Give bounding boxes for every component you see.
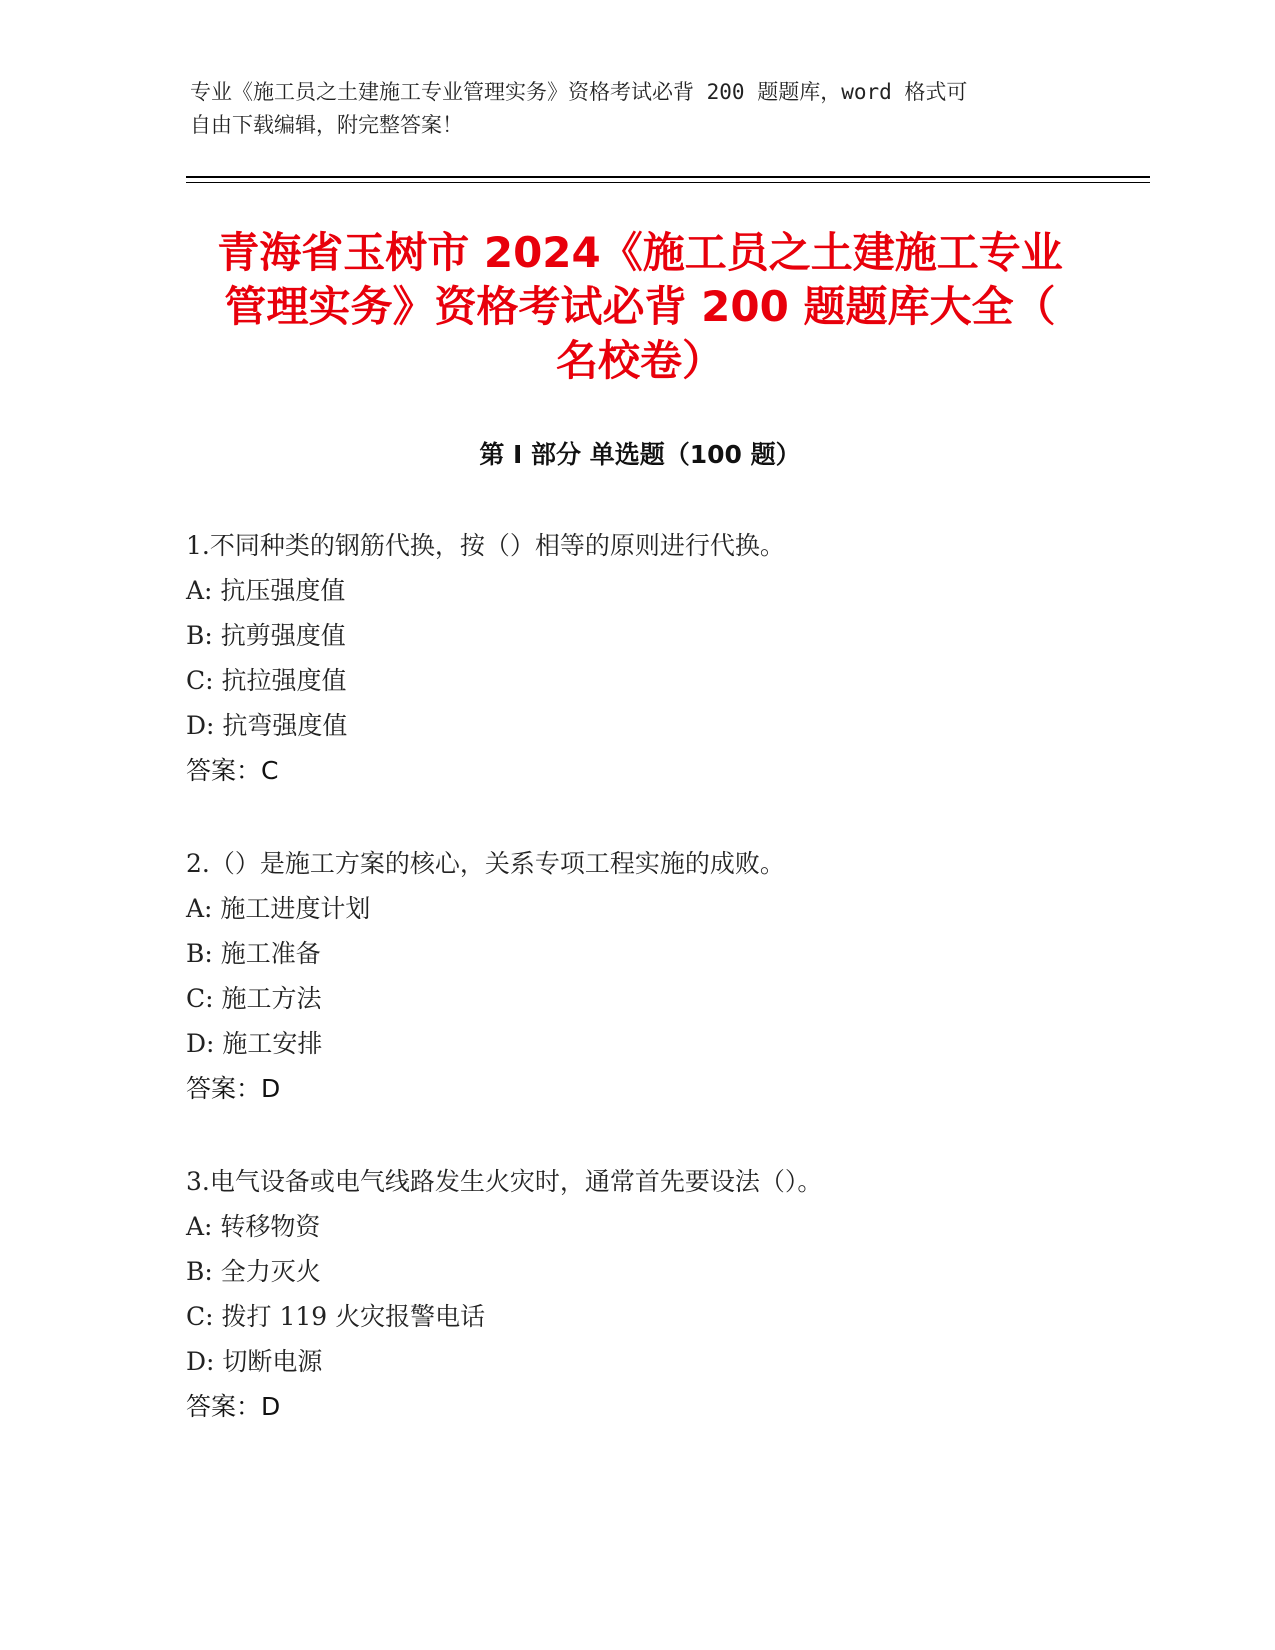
option-c: C: 拨打 119 火灾报警电话: [186, 1302, 486, 1331]
option-a: A: 转移物资: [186, 1212, 321, 1241]
question-block: [186, 523, 1136, 793]
intro-text: [190, 76, 1070, 142]
answer-text: 答案：C: [186, 756, 279, 785]
title-line: 管理实务》资格考试必背 200 题题库大全（: [224, 282, 1056, 331]
answer-text: 答案：D: [186, 1392, 281, 1421]
option-b: B: 施工准备: [186, 939, 321, 968]
title-line: 青海省玉树市 2024《施工员之土建施工专业: [217, 228, 1063, 277]
document-title: [186, 226, 1094, 388]
header-divider-thick: [186, 176, 1150, 178]
option-d: D: 抗弯强度值: [186, 711, 348, 740]
question-stem: 2.（）是施工方案的核心，关系专项工程实施的成败。: [186, 849, 785, 878]
option-d: D: 施工安排: [186, 1029, 323, 1058]
option-a: A: 施工进度计划: [186, 894, 371, 923]
option-b: B: 抗剪强度值: [186, 621, 346, 650]
intro-line: 专业《施工员之土建施工专业管理实务》资格考试必背 200 题题库，word 格式可: [190, 80, 968, 104]
question-block: [186, 1159, 1136, 1429]
answer-text: 答案：D: [186, 1074, 281, 1103]
option-c: C: 抗拉强度值: [186, 666, 347, 695]
question-stem: 3.电气设备或电气线路发生火灾时，通常首先要设法（）。: [186, 1167, 823, 1196]
header-divider-thin: [186, 182, 1150, 183]
option-d: D: 切断电源: [186, 1347, 323, 1376]
section-heading: 第 I 部分 单选题（100 题）: [479, 440, 801, 469]
title-line: 名校卷）: [555, 336, 724, 385]
option-b: B: 全力灭火: [186, 1257, 321, 1286]
intro-line: 自由下载编辑，附完整答案！: [190, 113, 463, 137]
option-c: C: 施工方法: [186, 984, 322, 1013]
option-a: A: 抗压强度值: [186, 576, 346, 605]
question-stem: 1.不同种类的钢筋代换，按（）相等的原则进行代换。: [186, 531, 785, 560]
question-block: [186, 841, 1136, 1111]
